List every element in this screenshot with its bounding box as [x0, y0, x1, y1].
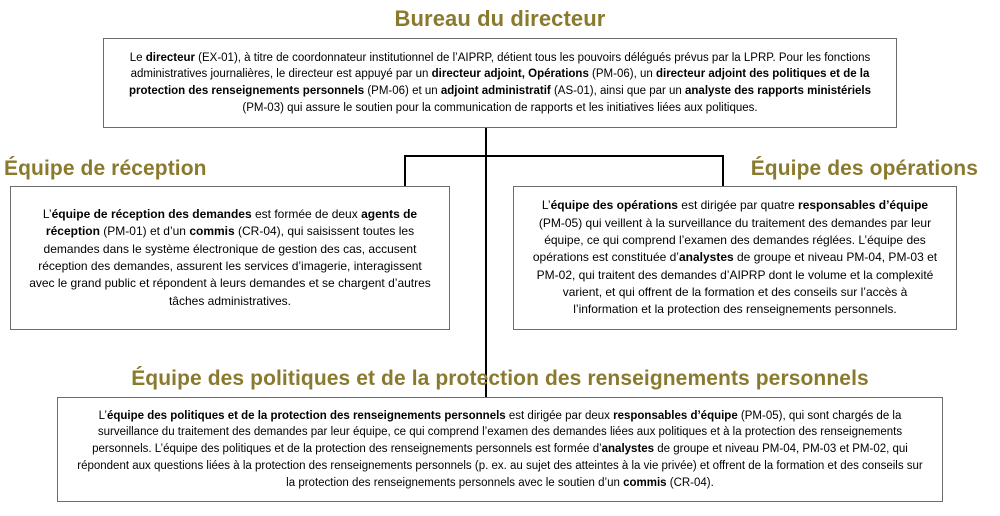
node-body-operations: L’équipe des opérations est dirigée par quatre responsables d’équipe (PM-05) qui veillent à la surveillance du traitement des demandes par leur équipe, ce qui comprend l’examen des demandes réglées. L’équipe des opérations est constituée d’analystes de groupe et niveau PM-04, PM-03 et PM-02, qui traitent des demandes d’AIPRP dont le volume et la complexité varient, et qui offrent de la formation et des conseils sur l’accès à l’information et la protection des renseignements personnels. — [532, 198, 938, 317]
node-box-policy — [57, 397, 943, 502]
connector-vertical-top — [485, 128, 487, 156]
node-title-director: Bureau du directeur — [394, 6, 606, 31]
node-box-operations — [513, 186, 957, 330]
node-title-policy: Équipe des politiques et de la protection des renseignements personnels — [131, 367, 869, 390]
node-body-policy: L’équipe des politiques et de la protection des renseignements personnels est dirigée par deux responsables d’équipe (PM-05), qui sont chargés de la surveillance du traitement des demandes par leur équipe, ce qui comprend l’examen des demandes liées aux politiques et à la protection des renseignements personnels. L’équipe des politiques et de la protection des renseignements personnels est formée d’analystes de groupe et niveau PM-04, PM-03 et PM-02, qui répondent aux questions liées à la protection des renseignements personnels (p. ex. au sujet des atteintes à la vie privée) et offrent de la formation et des conseils sur la protection des renseignements personnels avec le soutien d’un commis (CR-04). — [77, 409, 923, 489]
node-title-operations: Équipe des opérations — [750, 157, 978, 180]
node-body-director: Le directeur (EX-01), à titre de coordonnateur institutionnel de l’AIPRP, détient tous les pouvoirs délégués prévus par la LPRP. Pour les fonctions administratives journalières, le directeur est appuyé par un directeur adjoint, Opérations (PM-06), un directeur adjoint des politiques et de la protection des renseignements personnels (PM-06) et un adjoint administratif (AS-01), ainsi que par un analyste des rapports ministériels (PM-03) qui assure le soutien pour la communication de rapports et les initiatives liées aux politiques. — [128, 51, 872, 114]
node-title-reception: Équipe de réception — [4, 157, 207, 180]
node-box-director — [103, 38, 897, 128]
node-body-reception: L’équipe de réception des demandes est formée de deux agents de réception (PM-01) et d’un commis (CR-04), qui saisissent toutes les demandes dans le système électronique de gestion des cas, accusent réception des demandes, assurent les services d’imagerie, interagissent avec le grand public et répondent à leurs demandes et se chargent d’autres tâches administratives. — [29, 206, 431, 308]
connector-vertical-bottom — [485, 155, 487, 397]
node-box-reception — [10, 186, 450, 330]
